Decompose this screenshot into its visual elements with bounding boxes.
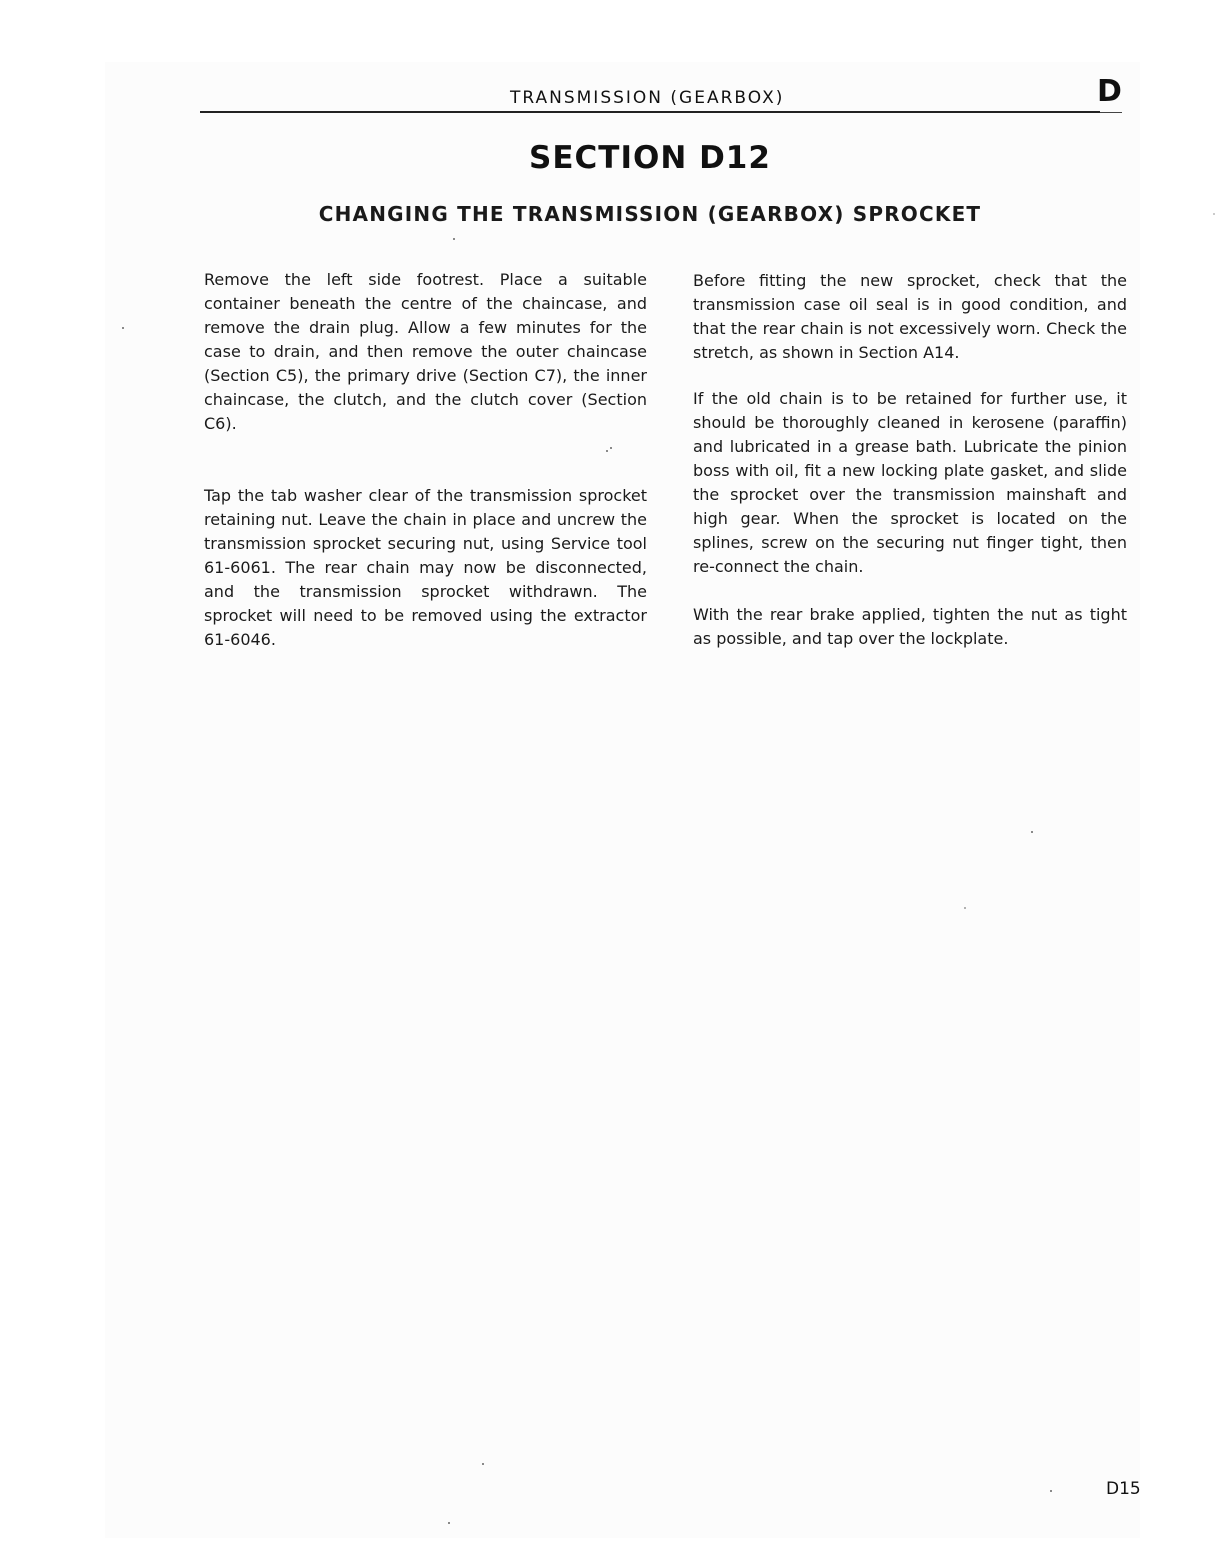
page-number: D15 xyxy=(1106,1479,1141,1499)
scan-speck xyxy=(1213,213,1215,215)
scan-speck xyxy=(448,1522,450,1524)
paragraph-tighten-nut: With the rear brake applied, tighten the nut as tight as possible, and tap over the lockplate. xyxy=(693,605,1127,648)
scan-speck xyxy=(122,327,124,329)
scan-speck xyxy=(610,447,612,449)
paragraph-fit-sprocket: If the old chain is to be retained for further use, it should be thoroughly cleaned in kerosene (paraffin) and lubricated in a grease bath. Lubricate the pinion boss with oil, fit a new locking plate gasket, and slide the sprocket over the transmission mainshaft and high gear. When the sprocket is located on the splines, screw on the securing nut finger tight, then re-connect the chain. xyxy=(693,389,1127,576)
scan-speck xyxy=(453,238,455,240)
header-rule xyxy=(200,111,1100,113)
paragraph-drain-chaincase: Remove the left side footrest. Place a suitable container beneath the centre of the chaincase, and remove the drain plug. Allow a few minutes for the case to drain, and then remove the outer chaincase (Section C5), the primary drive (Section C7), the inner chaincase, the clutch, and the clutch cover (Section C6). xyxy=(204,270,647,433)
section-title: SECTION D12 xyxy=(529,140,771,176)
paragraph-check-seal: Before fitting the new sprocket, check that the transmission case oil seal is in good condition, and that the rear chain is not excessively worn. Check the stretch, as shown in Section A14. xyxy=(693,271,1127,362)
scan-speck xyxy=(964,907,966,909)
header-rule-tail xyxy=(1100,112,1122,113)
section-letter: D xyxy=(1097,74,1122,109)
scan-speck xyxy=(482,1463,484,1465)
paragraph-remove-sprocket: Tap the tab washer clear of the transmission sprocket retaining nut. Leave the chain in place and uncrew the transmission sprocket securing nut, using Service tool 61-6061. The rear chain may now be disconnected, and the transmission sprocket withdrawn. The sprocket will need to be removed using the extractor 61-6046. xyxy=(204,486,647,649)
section-subtitle: CHANGING THE TRANSMISSION (GEARBOX) SPROCKET xyxy=(318,202,982,226)
scan-speck xyxy=(1050,1490,1052,1492)
scan-speck xyxy=(1031,831,1033,833)
scan-speck xyxy=(606,450,608,452)
running-title: TRANSMISSION (GEARBOX) xyxy=(510,88,785,108)
